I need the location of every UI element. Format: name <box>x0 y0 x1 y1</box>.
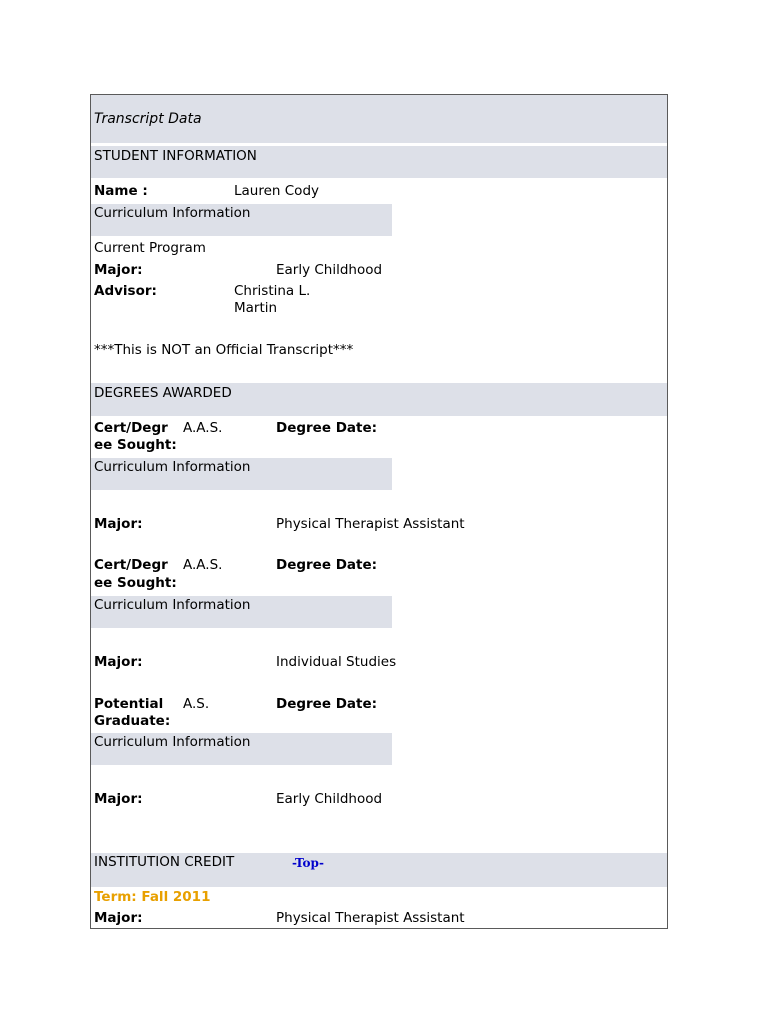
degree-3-date-label: Degree Date: <box>276 696 378 712</box>
advisor-value-line2: Martin <box>234 300 278 316</box>
name-label: Name : <box>94 183 148 199</box>
major-value-5: Physical Therapist Assistant <box>276 910 465 926</box>
top-link[interactable]: -Top- <box>292 856 324 870</box>
page-title: Transcript Data <box>94 111 202 127</box>
major-label-4: Major: <box>94 791 143 807</box>
curriculum-header-4: Curriculum Information <box>94 734 251 750</box>
degree-3-value: A.S. <box>183 696 210 712</box>
degree-2-label-line2: ee Sought: <box>94 575 177 591</box>
term-label: Term: Fall 2011 <box>94 889 211 905</box>
major-label-2: Major: <box>94 516 143 532</box>
degree-1-date-label: Degree Date: <box>276 420 378 436</box>
major-value-3: Individual Studies <box>276 654 397 670</box>
degree-1-label-line2: ee Sought: <box>94 437 177 453</box>
current-program-label: Current Program <box>94 240 206 256</box>
degree-3-label-line2: Graduate: <box>94 713 171 729</box>
curriculum-header-1: Curriculum Information <box>94 205 251 221</box>
degrees-header: DEGREES AWARDED <box>94 385 232 401</box>
degree-2-label-line1: Cert/Degr <box>94 557 168 573</box>
unofficial-notice: ***This is NOT an Official Transcript*** <box>94 342 354 358</box>
curriculum-header-2: Curriculum Information <box>94 459 251 475</box>
advisor-label: Advisor: <box>94 283 157 299</box>
degree-3-label-line1: Potential <box>94 696 164 712</box>
major-value-2: Physical Therapist Assistant <box>276 516 465 532</box>
degree-2-value: A.A.S. <box>183 557 223 573</box>
institution-credit-header: INSTITUTION CREDIT <box>94 854 235 870</box>
curriculum-header-3: Curriculum Information <box>94 597 251 613</box>
major-label-3: Major: <box>94 654 143 670</box>
major-label-1: Major: <box>94 262 143 278</box>
degree-1-value: A.A.S. <box>183 420 223 436</box>
degree-1-label-line1: Cert/Degr <box>94 420 168 436</box>
advisor-value-line1: Christina L. <box>234 283 311 299</box>
major-label-5: Major: <box>94 910 143 926</box>
name-value: Lauren Cody <box>234 183 320 199</box>
major-value-4: Early Childhood <box>276 791 383 807</box>
student-info-header: STUDENT INFORMATION <box>94 148 257 164</box>
degree-2-date-label: Degree Date: <box>276 557 378 573</box>
major-value-1: Early Childhood <box>276 262 383 278</box>
